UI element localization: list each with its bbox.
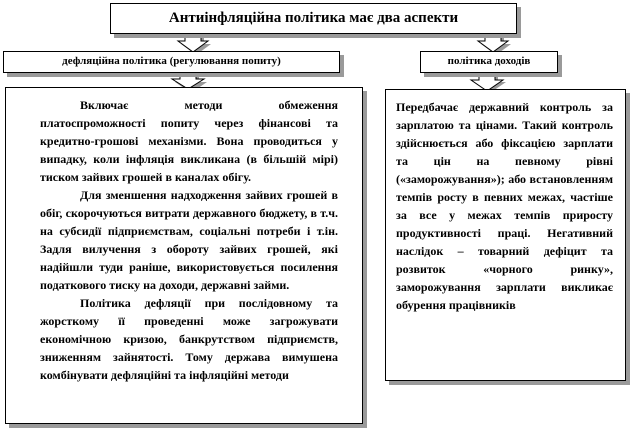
deflation-policy-label: дефляційна політика (регулювання попиту)	[62, 55, 281, 67]
income-policy-paragraph: Передбачає державний контроль за зарплатою та цінами. Такий контроль здійснюється або фіксацією зарплати та цін на певному рівні («заморожування»); або встановленням темпів росту в певних межах, частіше за все у межах темпів приросту продуктивності праці. Негативний наслідок – товарний дефіцит та розвиток «чорного ринку», заморожування зарплати викликає обурення працівників	[396, 100, 613, 312]
deflation-paragraph-1: Включає методи обмеження платоспроможності попиту через фінансові та кредитно-грошові механізми. Вона проводиться у випадку, коли інфляція викликана (в більшій мірі) тиском зайвих грошей в каналах обігу.	[40, 98, 338, 184]
income-policy-label: політика доходів	[447, 55, 531, 67]
arrow-down-left-top	[178, 34, 208, 52]
deflation-policy-description-box	[5, 87, 363, 424]
deflation-paragraph-2: Для зменшення надходження зайвих грошей в обіг, скорочуються витрати державного бюджету, в т.ч. на субсидії підприємствам, соціальні потреби і т.ін. Задля вилучення з обороту зайвих грошей, які надійшли туди раніше, використовується посилення податкового тиску на доходи, державні займи.	[40, 188, 338, 292]
deflation-policy-label-box	[3, 51, 340, 73]
income-policy-label-box	[420, 51, 558, 73]
diagram-title: Антиінфляційна політика має два аспекти	[168, 10, 459, 26]
title-box	[110, 3, 517, 34]
arrow-down-right-top	[478, 34, 508, 52]
deflation-paragraph-3: Політика дефляції при послідовному та жорсткому її проведенні може загрожувати економічною кризою, банкрутством підприємств, зниженням зайнятості. Тому держава вимушена комбінувати дефляційні та інфляційні методи	[40, 296, 338, 382]
income-policy-description-box	[385, 89, 626, 381]
